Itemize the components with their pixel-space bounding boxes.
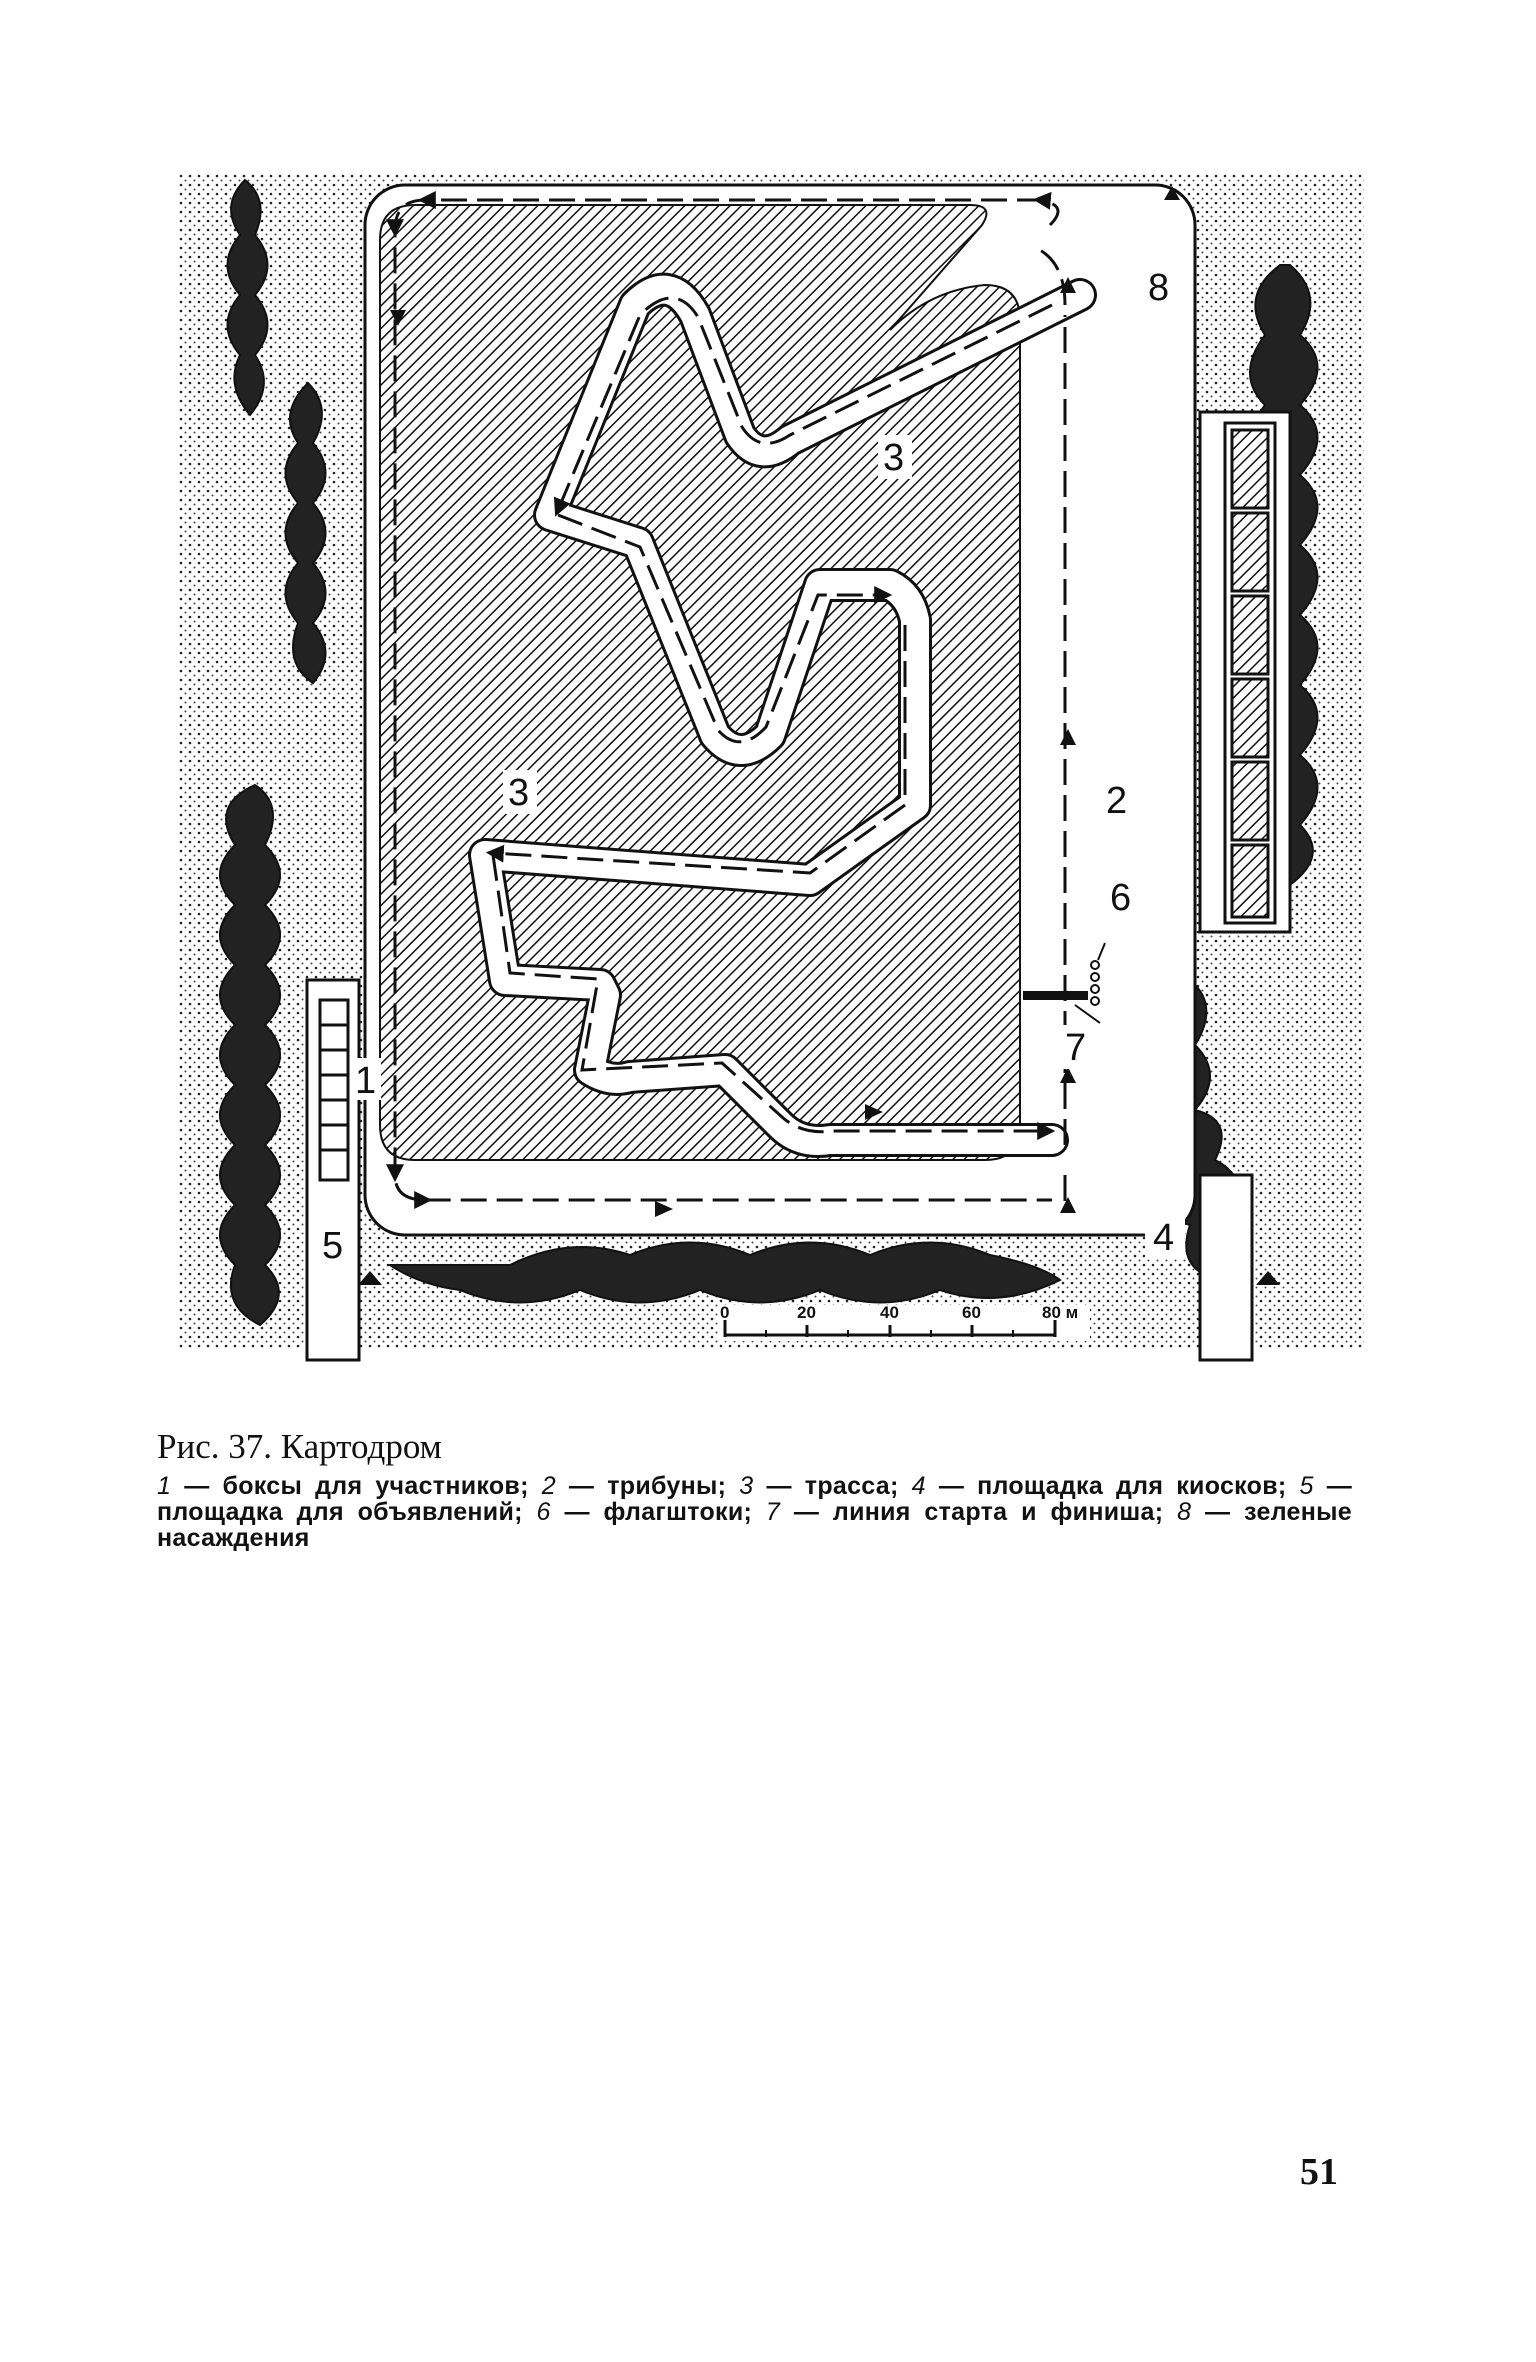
label-7: 7 xyxy=(1065,1027,1087,1069)
scale-tick-0: 0 xyxy=(720,1303,730,1322)
caption-title: Рис. 37. Картодром xyxy=(157,1427,442,1466)
legend-text: — площадка для киосков; xyxy=(925,1472,1300,1500)
karting-track-plan xyxy=(170,165,1370,1365)
legend-number: 7 xyxy=(765,1498,781,1526)
legend-text: — трасса; xyxy=(753,1472,912,1500)
scale-tick-80: 80 м xyxy=(1042,1303,1079,1322)
label-2: 2 xyxy=(1106,780,1128,822)
legend-number: 4 xyxy=(911,1472,926,1500)
label-3-lower: 3 xyxy=(508,772,530,814)
grandstands xyxy=(1225,423,1275,923)
label-5: 5 xyxy=(322,1225,344,1267)
page-number: 51 xyxy=(1300,2151,1338,2193)
label-8: 8 xyxy=(1148,267,1170,309)
legend-text: — площадка для объявлений; xyxy=(157,1472,1353,1526)
legend-text: — зеленые насаждения xyxy=(157,1498,1353,1552)
legend-text: — флагштоки; xyxy=(550,1498,766,1526)
label-4: 4 xyxy=(1153,1217,1175,1259)
legend-number: 5 xyxy=(1299,1472,1314,1500)
start-finish-line xyxy=(1023,991,1088,1000)
legend-text: — линия старта и финиша; xyxy=(780,1498,1178,1526)
label-3-upper: 3 xyxy=(883,437,905,479)
scale-tick-20: 20 xyxy=(797,1303,816,1322)
legend-number: 8 xyxy=(1177,1498,1192,1526)
legend-text: — боксы для участников; xyxy=(171,1472,542,1500)
participant-boxes xyxy=(320,1000,348,1180)
scale-tick-40: 40 xyxy=(880,1303,899,1322)
caption-legend xyxy=(157,1473,1352,1551)
label-1: 1 xyxy=(355,1060,377,1102)
legend-number: 3 xyxy=(739,1472,754,1500)
legend-number: 1 xyxy=(157,1472,172,1500)
scale-bar xyxy=(718,1303,1090,1341)
legend-text: — трибуны; xyxy=(555,1472,740,1500)
scale-tick-60: 60 xyxy=(962,1303,981,1322)
label-6: 6 xyxy=(1110,877,1132,919)
legend-number: 2 xyxy=(541,1472,556,1500)
legend-number: 6 xyxy=(536,1498,551,1526)
figure-caption xyxy=(157,1425,1352,1551)
